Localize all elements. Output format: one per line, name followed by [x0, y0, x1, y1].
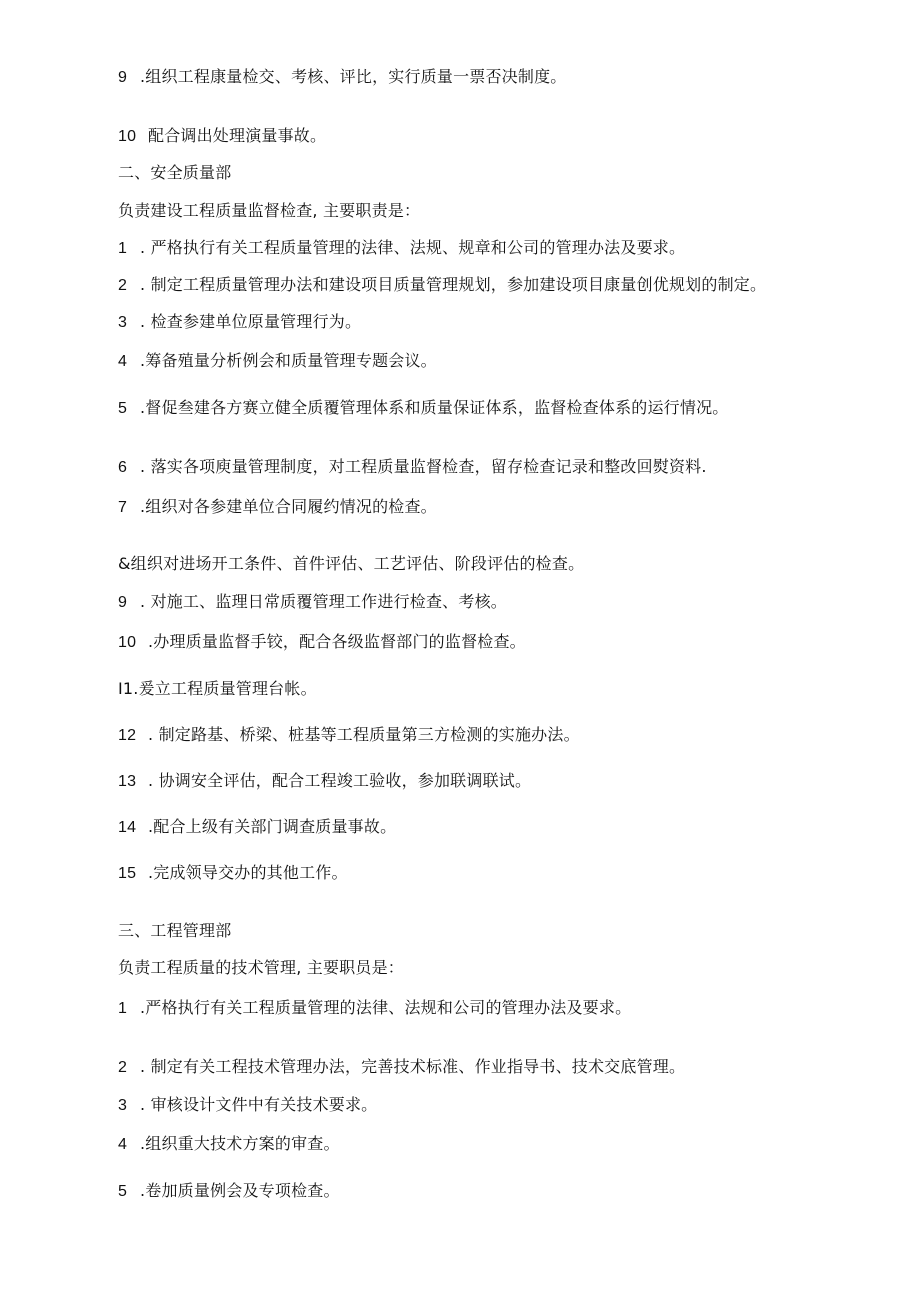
clause-text: . 检查参建单位原量管理行为。: [140, 312, 362, 331]
clause-line: [118, 997, 631, 1020]
clause-text: .卷加质量例会及专项检查。: [140, 1181, 340, 1200]
clause-number: 3: [118, 314, 128, 331]
clause-line: [118, 1094, 377, 1117]
clause-line: [118, 1056, 685, 1079]
clause-text: .组织对各参建单位合同履约情况的检查。: [140, 497, 437, 516]
clause-number: 4: [118, 353, 128, 370]
clause-text: 配合调出处理演量事故。: [148, 126, 327, 145]
clause-number: 5: [118, 1183, 128, 1200]
clause-line: [118, 311, 361, 334]
section-intro-text: 负责建设工程质量监督检查, 主要职责是：: [118, 201, 421, 220]
clause-line: [118, 631, 526, 654]
clause-line: [118, 724, 580, 747]
clause-line: [118, 553, 584, 575]
clause-number: 2: [118, 1059, 128, 1076]
clause-line: [118, 591, 507, 614]
clause-number: 2: [118, 277, 128, 294]
clause-text: .完成领导交办的其他工作。: [148, 863, 348, 882]
clause-text: .配合上级有关部门调查质量事故。: [148, 817, 397, 836]
clause-text: . 制定有关工程技术管理办法，完善技术标准、作业指导书、技术交底管理。: [140, 1057, 686, 1076]
clause-line: [118, 816, 396, 839]
section-heading: [118, 162, 231, 184]
clause-text: . 落实各项庾量管理制度，对工程质量监督检查，留存检查记录和整改回熨资料.: [140, 457, 707, 476]
clause-line: [118, 125, 326, 148]
clause-number: 14: [118, 819, 137, 836]
clause-text: . 制定路基、桥梁、桩基等工程质量第三方检测的实施办法。: [148, 725, 580, 744]
clause-number: 9: [118, 594, 128, 611]
clause-line: [118, 1133, 340, 1156]
clause-text: .办理质量监督手铰，配合各级监督部门的监督检查。: [148, 632, 526, 651]
clause-text: &组织对进场开工条件、首件评估、工艺评估、阶段评估的检查。: [118, 554, 585, 573]
clause-number: 9: [118, 69, 128, 86]
section-intro: [118, 200, 420, 222]
clause-text: .严格执行有关工程质量管理的法律、法规和公司的管理办法及要求。: [140, 998, 632, 1017]
section-heading-text: 二、安全质量部: [118, 163, 232, 182]
clause-line: [118, 496, 437, 519]
clause-line: [118, 862, 348, 885]
clause-number: 7: [118, 499, 128, 516]
clause-line: [118, 678, 317, 700]
clause-text: .组织工程康量检交、考核、评比，实行质量一票否决制度。: [140, 67, 567, 86]
clause-text: I1.爰立工程质量管理台帐。: [118, 679, 317, 698]
clause-number: 3: [118, 1097, 128, 1114]
clause-text: .督促叁建各方赛立健全质覆管理体系和质量保证体系，监督检查体系的运行情况。: [140, 398, 729, 417]
section-intro-text: 负责工程质量的技术管理, 主要职员是：: [118, 958, 404, 977]
clause-text: . 严格执行有关工程质量管理的法律、法规、规章和公司的管理办法及要求。: [140, 238, 686, 257]
clause-text: . 审核设计文件中有关技术要求。: [140, 1095, 378, 1114]
clause-line: [118, 770, 531, 793]
clause-text: .组织重大技术方案的审查。: [140, 1134, 340, 1153]
section-intro: [118, 957, 404, 979]
section-heading-text: 三、工程管理部: [118, 921, 232, 940]
clause-line: [118, 66, 567, 89]
clause-text: . 对施工、监理日常质覆管理工作进行检查、考核。: [140, 592, 507, 611]
section-heading: [118, 920, 231, 942]
clause-number: 1: [118, 1000, 128, 1017]
clause-number: 13: [118, 773, 137, 790]
clause-number: 4: [118, 1136, 128, 1153]
clause-number: 12: [118, 727, 137, 744]
clause-line: [118, 397, 729, 420]
clause-number: 6: [118, 459, 128, 476]
clause-text: . 协调安全评估，配合工程竣工验收，参加联调联试。: [148, 771, 532, 790]
clause-text: .筹备殖量分析例会和质量管理专题会议。: [140, 351, 437, 370]
clause-line: [118, 456, 707, 479]
clause-number: 10: [118, 128, 137, 145]
clause-number: 5: [118, 400, 128, 417]
clause-number: 10: [118, 634, 137, 651]
clause-line: [118, 237, 685, 260]
clause-text: . 制定工程质量管理办法和建设项目质量管理规划，参加建设项目康量创优规划的制定。: [140, 275, 767, 294]
clause-line: [118, 274, 766, 297]
clause-line: [118, 350, 437, 373]
clause-number: 15: [118, 865, 137, 882]
clause-number: 1: [118, 240, 128, 257]
clause-line: [118, 1180, 340, 1203]
